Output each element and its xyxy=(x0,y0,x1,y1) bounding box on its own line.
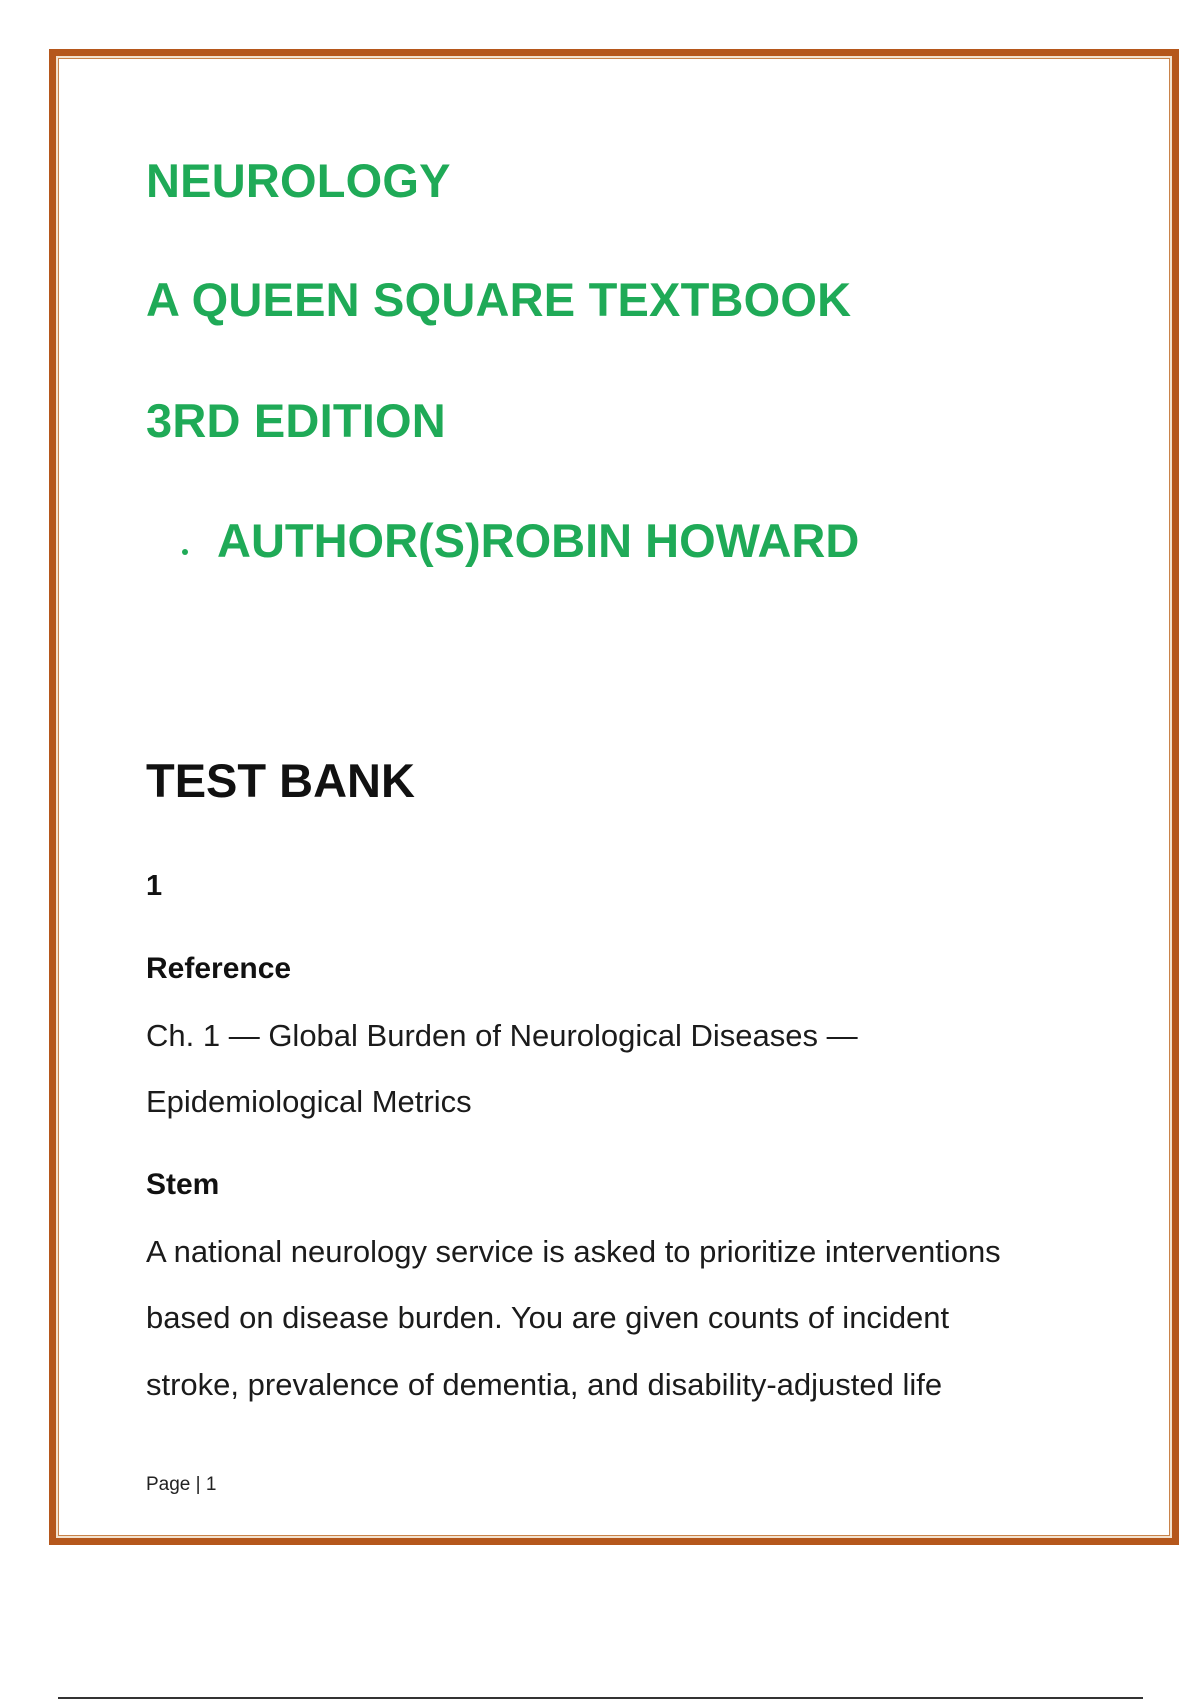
book-subtitle: A QUEEN SQUARE TEXTBOOK xyxy=(146,273,852,326)
stem-line: based on disease burden. You are given counts of incident xyxy=(146,1300,950,1335)
stem-line: stroke, prevalence of dementia, and disability-adjusted life xyxy=(146,1367,943,1402)
next-page-divider xyxy=(58,1697,1143,1699)
stem-label: Stem xyxy=(146,1168,220,1201)
bullet-icon xyxy=(182,549,188,555)
question-number: 1 xyxy=(146,870,163,902)
book-author: AUTHOR(S)ROBIN HOWARD xyxy=(217,514,860,567)
reference-line: Ch. 1 — Global Burden of Neurological Diseases — xyxy=(146,1018,858,1053)
stem-line: A national neurology service is asked to prioritize interventions xyxy=(146,1234,1001,1269)
book-edition: 3RD EDITION xyxy=(146,394,446,447)
book-title: NEUROLOGY xyxy=(146,154,451,207)
page-number-footer: Page | 1 xyxy=(146,1474,217,1495)
author-row xyxy=(182,514,860,567)
test-bank-heading: TEST BANK xyxy=(146,754,415,807)
reference-line: Epidemiological Metrics xyxy=(146,1084,472,1119)
reference-label: Reference xyxy=(146,952,292,985)
